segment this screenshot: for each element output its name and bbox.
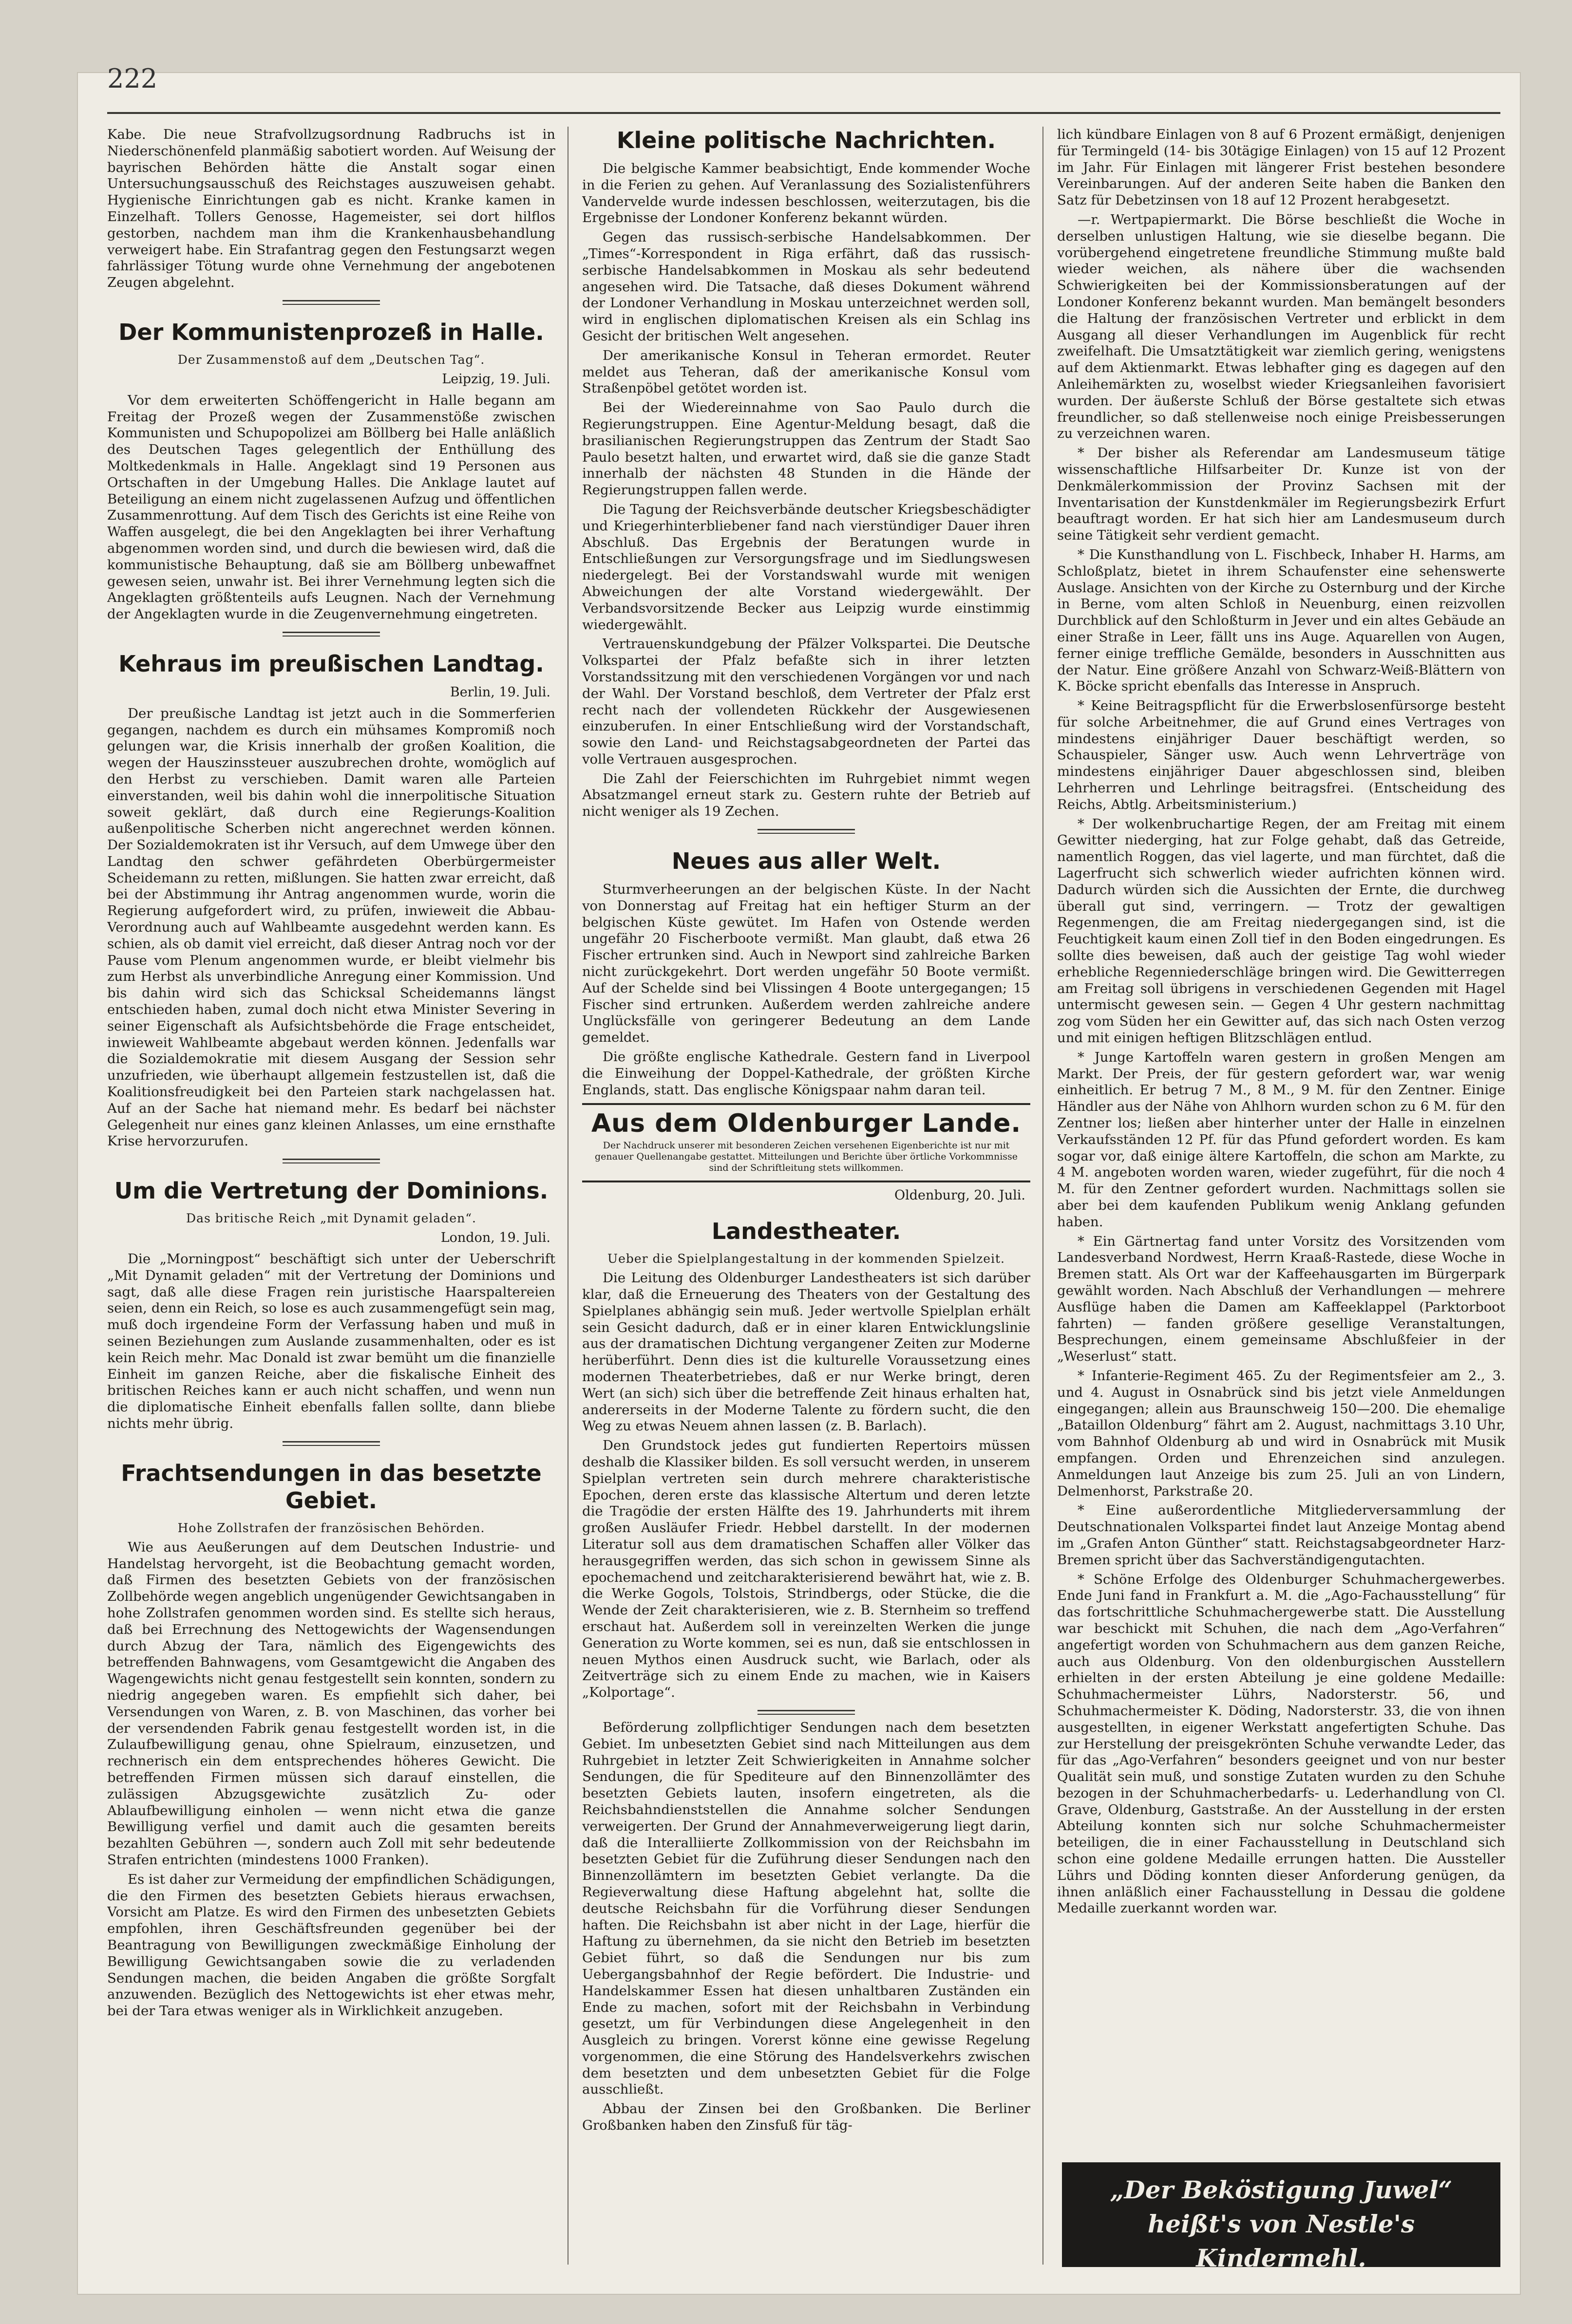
dateline: Leipzig, 19. Juli. [442,371,550,387]
article-text: Kabe. Die neue Strafvollzugsordnung Radbruchs ist in Niederschönenfeld planmäßig sabotiert worden. Auf Weisung der bayrischen Behörden hätte die Anstalt sogar einen Untersuchungsausschuß des Reichstages auszuweisen gehabt. Hygienische Einrichtungen gab es nicht. Kranke kamen in Einzelhaft. Tollers Genosse, Hagemeister, sei dort hilflos gestorben, nachdem man ihm die Krankenhausbehandlung verweigert habe. Ein Strafantrag gegen den Festungsarzt wegen fahrlässiger Tötung wurde ohne Vernehmung der angebotenen Zeugen abgelehnt. [107,127,555,291]
dateline: Berlin, 19. Juli. [450,684,550,700]
news-item: * Junge Kartoffeln waren gestern in großen Mengen am Markt. Der Preis, der für gestern gefordert war, war wenig einheitlich. Er betrug 7 M., 8 M., 9 M. für den Zentner. Einige Händler aus der Nähe von Ahlhorn wurden schon zu 6 M. für den Zentner los; ließen aber hinterher unter der Halle in einzelnen Verkaufsständen 12 Pf. für das Pfund gefordert worden. Es kam sogar vor, daß einige ältere Kartoffeln, die schon am Markte, zu 4 M. angeboten worden waren, wieder zugeführt, für die noch 4 M. für den Zentner gefordert wurden. Nachmittags sollen sie aber bei dem kaufenden Publikum wenig Anklang gefunden haben. [1057,1049,1505,1230]
separator [283,300,380,305]
header-rule [107,112,1500,114]
news-item: * Keine Beitragspflicht für die Erwerbslosenfürsorge besteht für solche Arbeitnehmer, die auf Grund eines Vertrages von mindestens einjähriger Dauer beschäftigt werden, so Schauspieler, Sänger usw. Auch wenn Lehrverträge von mindestens einjähriger Dauer abgeschlossen sind, bleiben Lehrherren und Lehrlinge beitragsfrei. (Entscheidung des Reichs, Abtlg. Arbeitsministerium.) [1057,698,1505,812]
news-item: * Der wolkenbruchartige Regen, der am Freitag mit einem Gewitter niederging, hat zur Folge gehabt, daß das Getreide, namentlich Roggen, das viel lagerte, und man fürchtet, daß die Lagerfrucht sich schwerlich wieder aufrichten können wird. Dadurch würden sich die Aussichten der Ernte, die durchweg überall gut sind, verringern. — Trotz der gewaltigen Regenmengen, die am Freitag niedergegangen sind, ist die Feuchtigkeit kaum einen Zoll tief in den Boden eingedrungen. Es sollte dies beweisen, daß auch der geistige Tag wohl wieder erhebliche Regenniederschläge bringen wird. Die Gewitterregen am Freitag soll übrigens in verschiedenen Gegenden mit Hagel untermischt gewesen sein. — Gegen 4 Uhr gestern nachmittag zog vom Süden her ein Gewitter auf, das sich nach Osten verzog und mit einigen heftigen Blitzschlägen entlud. [1057,816,1505,1046]
news-item: * Schöne Erfolge des Oldenburger Schuhmachergewerbes. Ende Juni fand in Frankfurt a. M. die „Ago-Fachausstellung“ für das fortschrittliche Schuhmachergewerbe statt. Die Ausstellung war beschickt mit Schuhen, die nach dem „Ago-Verfahren“ angefertigt worden von Schuhmachern aus dem ganzen Reiche, auch aus Oldenburg. Von den oldenburgischen Ausstellern erhielten in der ersten Abteilung je eine goldene Medaille: Schuhmachermeister Lührs, Nadorsterstr. 56, und Schuhmachermeister K. Döding, Nadorsterstr. 33, die von ihnen ausgestellten, in eigener Werkstatt angefertigten Schuhe. Das zur Herstellung der preisgekrönten Schuhe verwandte Leder, das für das „Ago-Verfahren“ besonders geeignet und von nur bester Qualität sein muß, und sonstige Zutaten wurden zu den Schuhe bezogen in der Schuhmacherbedarfs- u. Lederhandlung von Cl. Grave, Oldenburg, Gaststraße. An der Ausstellung in der ersten Abteilung konnten sich nur solche Schuhmachermeister beteiligen, die in einer Fachausstellung in Deutschland sich schon eine goldene Medaille errungen hatten. Die Aussteller Lührs und Döding konnten dieser Anforderung genügen, da ihnen anläßlich einer Fachausstellung in Dessau die goldene Medaille zuerkannt worden war. [1057,1571,1505,1916]
dateline: Oldenburg, 20. Juli. [894,1188,1025,1203]
separator [283,1159,380,1163]
article-text: Die Leitung des Oldenburger Landestheaters ist sich darüber klar, daß die Erneuerung des Theaters von der Gestaltung des Spielplanes abhängig sein muß. Jeder wertvolle Spielplan erhält sein Gesicht dadurch, daß er in einer klaren Entwicklungslinie aus der dramatischen Dichtung vergangener Zeiten zur Moderne herüberführt. Denn dies ist die kulturelle Voraussetzung eines modernen Theaterbetriebes, daß er nur Werke bringt, deren Wert (an sich) sich über die betreffende Zeit hinaus erhalten hat, andererseits in der Moderne Talente zu fördern sucht, die den Weg zu etwas Neuem ahnen lassen (z. B. Barlach). [582,1270,1030,1434]
article-text: Den Grundstock jedes gut fundierten Repertoirs müssen deshalb die Klassiker bilden. Es soll versucht werden, in unserem Spielplan vertreten sein durch mehrere charakteristische Epochen, deren erste das klassische Altertum und deren letzte die Tragödie der ersten Hälfte des 19. Jahrhunderts mit ihrem großen Ausläufer Friedr. Hebbel darstellt. In der modernen Literatur soll aus dem dramatischen Schaffen aller Völker das herausgegriffen werden, das sich schon in gewissem Sinne als epochemachend und zeitcharakterisierend bewährt hat, wie z. B. die Werke Gogols, Tolstois, Strindbergs, oder Stücke, die die Wende der Zeit charakterisieren, wie z. B. Sternheim so treffend erschaut hat. Außerdem soll in vereinzelten Werken die junge Generation zu Worte kommen, sei es nun, daß sie entschlossen in neuen Mythos einen Ausdruck sucht, wie Barlach, oder als Zeitverträge sich zu einem Ende zu machen, wie in Kaisers „Kolportage“. [582,1438,1030,1701]
news-item: * Eine außerordentliche Mitgliederversammlung der Deutschnationalen Volkspartei findet laut Anzeige Montag abend im „Grafen Anton Günther“ statt. Reichstagsabgeordneter Harz-Bremen spricht über das Sachverständigengutachten. [1057,1502,1505,1568]
article-text: Der preußische Landtag ist jetzt auch in die Sommerferien gegangen, nachdem es durch ein mühsames Kompromiß noch gelungen war, die Krisis innerhalb der großen Koalition, die wegen der Hauszinssteuer auszubrechen drohte, womöglich auf den Herbst zu verschieben. Damit waren alle Parteien einverstanden, weil bis dahin wohl die innerpolitische Situation soweit geklärt, daß durch eine Regierungs-Koalition außenpolitische Scherben nicht angerechnet werden können. Der Sozialdemokraten ist ihr Versuch, auf dem Umwege über den Landtag den schwer gefährdeten Oberbürgermeister Scheidemann zu retten, mißlungen. Sie hatten zwar erreicht, daß bei der Abstimmung ihr Antrag angenommen wurde, worin die Regierung aufgefordert wird, zu prüfen, inwieweit die Abbau-Verordnung auch auf Wahlbeamte ausgedehnt werden kann. Es schien, als ob damit viel erreicht, daß dieser Antrag noch vor der Pause vom Plenum angenommen wurde, er bleibt vielmehr bis zum Herbst als unverbindliche Anregung einer Kommission. Und bis dahin wird sich das Schicksal Scheidemanns längst entschieden haben, zumal doch nicht etwa Minister Severing in seiner Eigenschaft als Aufsichtsbehörde die Frage entscheidet, inwieweit Wahlbeamte abgebaut werden können. Jedenfalls war die Sozialdemokratie mit diesem Ausgang der Session sehr unzufrieden, wie überhaupt allgemein festzustellen ist, daß die Koalitionsfreudigkeit bei den Parteien stark nachgelassen hat. Auf an der Sache hat niemand mehr. Es bedarf bei nächster Gelegenheit nur eines ganz kleinen Anlasses, um eine ernsthafte Krise hervorzurufen. [107,705,555,1149]
column-3 [1057,127,1505,2148]
article-text: Die „Morningpost“ beschäftigt sich unter der Ueberschrift „Mit Dynamit geladen“ mit der Vertretung der Dominions und sagt, daß alle diese Fragen rein juristische Haarspaltereien seien, denn ein Reich, so lose es auch zusammengefügt sein mag, muß doch irgendeine Form der Verfassung haben und muß in seinen Beziehungen zum Auslande zusammenhalten, oder es ist kein Reich mehr. Mac Donald ist zwar bemüht um die finanzielle Einheit im ganzen Reiche, aber die fiskalische Einheit des britischen Reiches kann er auch nicht schaffen, und wenn nun die diplomatische Einheit ebenfalls fallen sollte, dann bliebe nichts mehr übrig. [107,1251,555,1431]
column-2 [582,127,1030,2274]
news-item: Gegen das russisch-serbische Handelsabkommen. Der „Times“-Korrespondent in Riga erfährt, daß das russisch-serbische Handelsabkommen in Moskau als sehr bedeutend angesehen wird. Die Tatsache, daß dieses Dokument während der Londoner Verhandlung in Moskau unterzeichnet werden soll, wird in englischen diplomatischen Kreisen als ein Schlag ins Gesicht der britischen Welt angesehen. [582,229,1030,344]
news-item: Die belgische Kammer beabsichtigt, Ende kommender Woche in die Ferien zu gehen. Auf Veranlassung des Sozialistenführers Vandervelde wurde indessen beschlossen, weiterzutagen, bis die Ergebnisse der Londoner Konferenz bekannt würden. [582,161,1030,226]
news-item: —r. Wertpapiermarkt. Die Börse beschließt die Woche in derselben unlustigen Haltung, wie sie dieselbe begann. Die vorübergehend eingetretene freundliche Stimmung mußte bald wieder weichen, als nähere über die wachsenden Schwierigkeiten bei der Kommissionsberatungen auf der Londoner Konferenz bekannt wurden. Man bemängelt besonders die Haltung der französischen Vertreter und erblickt in dem Ausgang all dieser Verhandlungen im Augenblick für recht zweifelhaft. Die Umsatztätigkeit war ziemlich gering, wenigstens auf dem Aktienmarkt. Etwas lebhafter ging es dagegen auf den Anleihemärkten zu, woselbst wieder Kriegsanleihen favorisiert wurden. Der äußerste Schluß der Börse gestaltete sich etwas freundlicher, so daß stellenweise noch einige Preisbesserungen zu verzeichnen waren. [1057,211,1505,442]
subheadline: Hohe Zollstrafen der französischen Behörden. [177,1520,485,1535]
column-rule [1042,127,1043,2265]
news-item: Abbau der Zinsen bei den Großbanken. Die Berliner Großbanken haben den Zinsfuß für täg- [582,2101,1030,2134]
page-number: 222 [107,63,158,94]
headline-dominions: Um die Vertretung der Dominions. [114,1178,549,1204]
news-item: Vertrauenskundgebung der Pfälzer Volkspartei. Die Deutsche Volkspartei der Pfalz befaßte sich in ihrer letzten Vorstandssitzung mit den verschiedenen Vorgängen vor und nach der Wahl. Der Vorstand beschloß, dem Vertreter der Pfalz erst recht nach der vollendeten Rückkehr der Ausgewiesenen einzuberufen. In einer Entschließung wird der Vorstandschaft, sowie den Land- und Reichstagsabgeordneten der Partei das volle Vertrauen ausgesprochen. [582,636,1030,767]
headline-oldenburger-lande: Aus dem Oldenburger Lande. [591,1109,1022,1139]
news-item: Bei der Wiedereinnahme von Sao Paulo durch die Regierungstruppen. Eine Agentur-Meldung besagt, daß die brasilianischen Regierungstruppen das Zentrum der Stadt Sao Paulo besetzt halten, und erwartet wird, daß sie die ganze Stadt innerhalb der nächsten 48 Stunden in die Hände der Regierungstruppen fallen werde. [582,400,1030,498]
headline-kommunistenprozess: Der Kommunistenprozeß in Halle. [118,319,544,345]
news-item: * Der bisher als Referendar am Landesmuseum tätige wissenschaftliche Hilfsarbeiter Dr. Kunze ist von der Denkmälerkommission der Provinz Sachsen mit der Inventarisation der Kunstdenkmäler im Regierungsbezirk Erfurt beauftragt worden. Er hat sich hier am Landesmuseum durch seine Tätigkeit sehr verdient gemacht. [1057,445,1505,544]
news-item: * Die Kunsthandlung von L. Fischbeck, Inhaber H. Harms, am Schloßplatz, bietet in ihrem Schaufenster eine sehenswerte Auslage. Ansichten von der Kirche zu Osternburg und der Kirche in Berne, vom alten Schloß in Neuenburg, einen reizvollen Durchblick auf den Schloßturm in Jever und ein altes Gebäude an einer Straße in Leer, fällt uns ins Auge. Aquarellen von Augen, ferner einige treffliche Gemälde, besonders in Ausschnitten aus der Natur. Eine größere Anzahl von Schwarz-Weiß-Blättern von K. Böcke spricht ebenfalls das Interesse in Anspruch. [1057,546,1505,694]
headline-landestheater: Landestheater. [711,1218,901,1245]
advert-line-2: heißt's von Nestle's Kindermehl. [1147,2210,1415,2272]
news-item: lich kündbare Einlagen von 8 auf 6 Prozent ermäßigt, denjenigen für Termingeld (14- bis 30tägige Einlagen) von 15 auf 12 Prozent im Jahr. Für Einlagen mit längerer Frist bestehen besondere Vereinbarungen. Auf der anderen Seite haben die Banken den Satz für Debetzinsen von 18 auf 12 Prozent herabgesetzt. [1057,127,1505,208]
separator [758,1710,855,1715]
article-text: Es ist daher zur Vermeidung der empfindlichen Schädigungen, die den Firmen des besetzten Gebiets hieraus erwachsen, Vorsicht am Platze. Es wird den Firmen des unbesetzten Gebiets empfohlen, ihren Geschäftsfreunden gegenüber bei der Beantragung von Bewilligungen zweckmäßige Einholung der Bewilligung Gewichtsangaben sowie die zu verladenden Sendungen machen, die beiden Angaben die größte Sorgfalt anzuwenden. Bezüglich des Nettogewichts ist eher etwas mehr, bei der Tara etwas weniger als in Wirklichkeit anzugeben. [107,1871,555,2019]
news-item: Beförderung zollpflichtiger Sendungen nach dem besetzten Gebiet. Im unbesetzten Gebiet sind nach Mitteilungen aus dem Ruhrgebiet in letzter Zeit Schwierigkeiten in Annahme solcher Sendungen, die für Spediteure auf den Binnenzollämter des besetzten Gebiets lauten, insofern eingetreten, als die Reichsbahndienststellen die Annahme solcher Sendungen verweigerten. Der Grund der Annahmeverweigerung liegt darin, daß die Interalliierte Zollkommission von der Reichsbahn im besetzten Gebiet für die Zuführung dieser Sendungen nach den Binnenzollämtern im besetzten Gebiet verlangte. Da die Regieverwaltung diese Haftung abgelehnt hat, sollte die deutsche Reichsbahn für die Vorführung dieser Sendungen haften. Die Reichsbahn ist aber nicht in der Lage, hierfür die Haftung zu übernehmen, da sie nicht den Betrieb im besetzten Gebiet führt, so daß die Sendungen nur bis zum Uebergangsbahnhof der Regie befördert. Die Industrie- und Handelskammer Essen hat diesen unhaltbaren Zuständen ein Ende zu machen, sofort mit der Reichsbahn in Verbindung gesetzt, um für Verbindungen diese Angelegenheit in den Ausgleich zu bringen. Vorerst könne eine gewisse Regelung vorgenommen, die eine Störung des Handelsverkehrs zwischen dem besetzten und dem unbesetzten Gebiet für die Folge ausschließt. [582,1719,1030,2098]
separator [283,632,380,637]
news-item: Die größte englische Kathedrale. Gestern fand in Liverpool die Einweihung der Doppel-Kathedrale, der größten Kirche Englands, statt. Das englische Königspaar nahm daran teil. [582,1049,1030,1098]
reprint-note: Der Nachdruck unserer mit besonderen Zeichen versehenen Eigenberichte ist nur mit genauer Quellenangabe gestattet. Mitteilungen und Berichte über örtliche Vorkommnisse sind der Schriftleitung stets willkommen. [594,1140,1018,1174]
headline-frachtsendungen: Frachtsendungen in das besetzte Gebiet. [121,1460,542,1514]
subheadline: Der Zusammenstoß auf dem „Deutschen Tag“. [177,352,485,367]
news-item: * Ein Gärtnertag fand unter Vorsitz des Vorsitzenden vom Landesverband Nordwest, Herrn Kraaß-Rastede, diese Woche in Bremen statt. Als Ort war der Kaffeehausgarten im Bürgerpark gewählt worden. Nach Abschluß der Verhandlungen — mehrere Ausflüge haben die Damen am Kaffeeklappel (Parktorboot fahrten) — fanden größere gesellige Veranstaltungen, Besprechungen, einem gemeinsame Abschlußfeier in der „Weserlust“ statt. [1057,1233,1505,1365]
news-item: Die Zahl der Feierschichten im Ruhrgebiet nimmt wegen Absatzmangel erneut stark zu. Gestern ruhte der Betrieb auf nicht weniger als 19 Zechen. [582,770,1030,820]
nestle-advertisement [1062,2162,1500,2272]
news-item: Der amerikanische Konsul in Teheran ermordet. Reuter meldet aus Teheran, daß der amerikanische Konsul vom Straßenpöbel getötet worden ist. [582,347,1030,396]
section-header-box [582,1103,1030,1182]
news-item: Die Tagung der Reichsverbände deutscher Kriegsbeschädigter und Kriegerhinterbliebener fand nach vierstündiger Dauer ihren Abschluß. Das Ergebnis der Beratungen wurde in Entschließungen zur Versorgungsfrage und im Siedlungswesen niedergelegt. Bei der Vorstandswahl wurde mit wenigen Abweichungen der alte Vorstand wiedergewählt. Der Verbandsvorsitzende Becker aus Leipzig wurde einstimmig wiedergewählt. [582,501,1030,633]
advert-line-1: „Der Beköstigung Juwel“ [1110,2175,1453,2204]
article-text: Vor dem erweiterten Schöffengericht in Halle begann am Freitag der Prozeß wegen der Zusammenstöße zwischen Kommunisten und Schupopolizei am Böllberg bei Halle anläßlich des Deutschen Tages gelegentlich der Enthüllung des Moltkedenkmals in Halle. Angeklagt sind 19 Personen aus Ortschaften in der Umgebung Halles. Die Anklage lautet auf Beteiligung an einem nicht zugelassenen Aufzug und öffentlichen Zusammenrottung. Auf dem Tisch des Gerichts ist eine Reihe von Waffen ausgelegt, die bei den Angeklagten bei ihrer Verhaftung abgenommen worden sind, und durch die bewiesen wird, daß die kommunistische Behauptung, daß sie am Böllberg unbewaffnet gewesen seien, unwahr ist. Bei ihrer Vernehmung legten sich die Angeklagten größtenteils aufs Leugnen. Nach der Vernehmung der Angeklagten wurde in die Zeugenvernehmung eingetreten. [107,392,555,622]
news-item: * Infanterie-Regiment 465. Zu der Regimentsfeier am 2., 3. und 4. August in Osnabrück sind bis jetzt viele Anmeldungen eingegangen; allein aus Braunschweig 150—200. Die ehemalige „Bataillon Oldenburg“ fährt am 2. August, nachmittags 3.10 Uhr, vom Bahnhof Oldenburg ab und wird in Osnabrück mit Musik empfangen. Orden und Ehrenzeichen sind anzulegen. Anmeldungen laut Anzeige bis zum 25. Juli an von Lindern, Delmenhorst, Parkstraße 20. [1057,1368,1505,1499]
article-text: Wie aus Aeußerungen auf dem Deutschen Industrie- und Handelstag hervorgeht, ist die Beobachtung gemacht worden, daß Firmen des besetzten Gebiets von der französischen Zollbehörde wegen angeblich ungenügender Gewichtsangaben in hohe Zollstrafen genommen worden sind. Es stellte sich heraus, daß bei Errechnung des Nettogewichts der Wagensendungen durch Abzug der Tara, nämlich des Eigengewichts des betreffenden Bahnwagens, vom Gesamtgewicht die Angaben des Wagengewichts nicht genau festgestellt sein konnten, sondern zu niedrig angegeben waren. Es empfiehlt sich daher, bei Versendungen von Waren, z. B. von Maschinen, das vorher bei der versendenden Fabrik genau festgestellt worden ist, in die Zulaufbewilligung genau, ohne Spielraum, einzusetzen, und rechnerisch ein dem entsprechendes höheres Gewicht. Die betreffenden Firmen müssen sich darauf einstellen, die zulässigen Abzugsgewichte zusätzlich Zu- oder Ablaufbewilligung einholen — wenn nicht etwa die ganze Bewilligung verfiel und damit auch die gesamten bereits bezahlten Gebühren —, sondern auch Zoll mit sehr bedeutende Strafen entrichten (mindestens 1000 Franken). [107,1539,555,1868]
separator [758,829,855,834]
separator [283,1441,380,1446]
dateline: London, 19. Juli. [440,1230,550,1246]
news-item: Sturmverheerungen an der belgischen Küste. In der Nacht von Donnerstag auf Freitag hat ein heftiger Sturm an der belgischen Küste gewütet. Im Hafen von Ostende werden ungefähr 20 Fischerboote vermißt. Man glaubt, daß etwa 26 Fischer ertrunken sind. Auch in Newport sind zahlreiche Barken nicht zurückgekehrt. Dort werden ungefähr 50 Boote vermißt. Auf der Schelde sind bei Vlissingen 4 Boote untergegangen; 15 Fischer sind ertrunken. Außerdem werden zahlreiche andere Unglücksfälle von geringerer Bedeutung an dem Lande gemeldet. [582,881,1030,1046]
headline-kleine-nachrichten: Kleine politische Nachrichten. [616,127,996,153]
subheadline: Das britische Reich „mit Dynamit geladen“. [186,1211,476,1226]
headline-aller-welt: Neues aus aller Welt. [671,848,941,875]
newspaper-page [78,63,1520,2294]
headline-landtag: Kehraus im preußischen Landtag. [118,650,544,677]
subheadline: Ueber die Spielplangestaltung in der kommenden Spielzeit. [607,1252,1005,1266]
column-1 [107,127,555,2274]
